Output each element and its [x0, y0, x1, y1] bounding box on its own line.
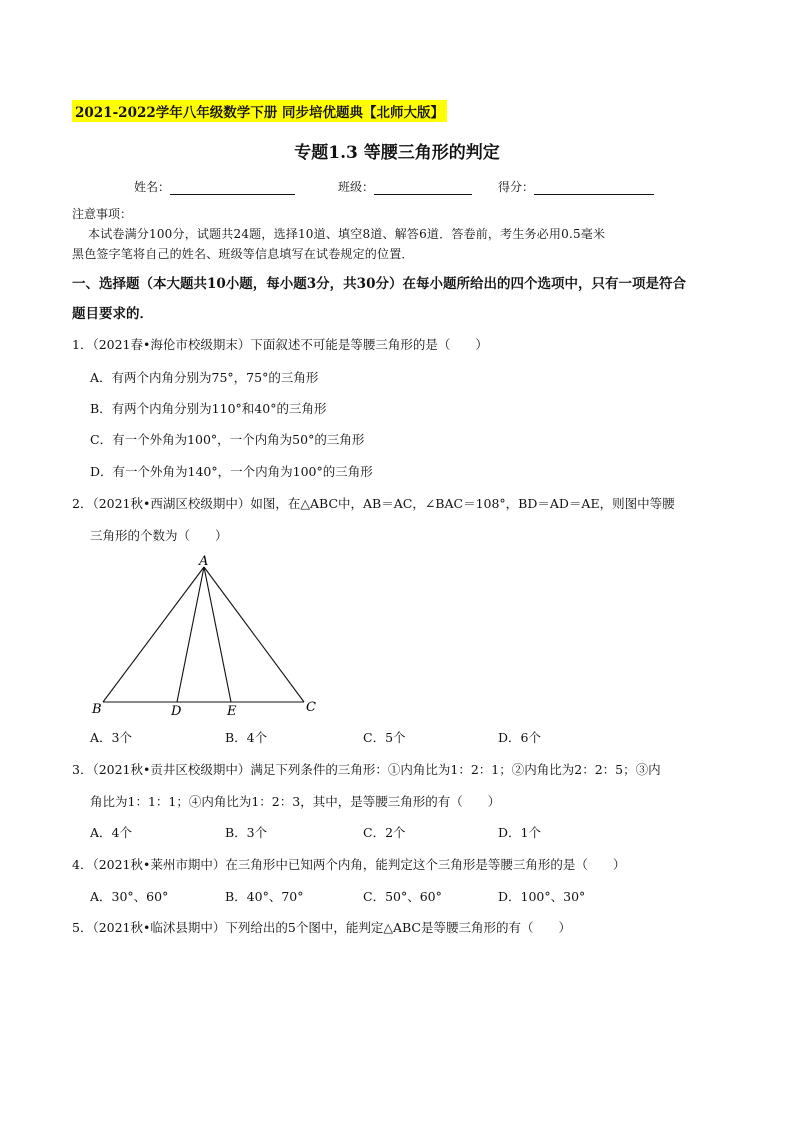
- section-heading-line-2: 题目要求的．: [72, 306, 153, 322]
- notice-line-2: 黑色签字笔将自己的姓名、班级等信息填写在试卷规定的位置．: [72, 247, 414, 261]
- q1-option-c[interactable]: C．有一个外角为100°，一个内角为50°的三角形: [90, 432, 365, 447]
- q4-option-b[interactable]: B．40°、70°: [225, 889, 304, 904]
- point-label-c: C: [306, 700, 316, 715]
- notice-line-1: 本试卷满分100分，试题共24题，选择10道、填空8道、解答6道．答卷前，考生务必用0.5毫米: [88, 227, 606, 241]
- class-blank[interactable]: [374, 182, 472, 195]
- q1-option-b[interactable]: B．有两个内角分别为110°和40°的三角形: [90, 401, 327, 416]
- q3-option-a[interactable]: A．4个: [90, 825, 132, 840]
- segment-ae: [204, 567, 231, 702]
- section-heading-line-1: 一、选择题（本大题共10小题，每小题3分，共30分）在每小题所给出的四个选项中，只有一项是符合: [72, 276, 686, 292]
- name-blank[interactable]: [170, 182, 295, 195]
- score-label: 得分：: [498, 180, 535, 194]
- point-label-b: B: [92, 702, 102, 717]
- q2-option-a[interactable]: A．3个: [90, 730, 132, 745]
- segment-ad: [177, 567, 204, 702]
- question-5-stem: 5．（2021秋•临沭县期中）下列给出的5个图中，能判定△ABC是等腰三角形的有（ ）: [72, 920, 571, 935]
- side-ac: [204, 567, 304, 702]
- name-label: 姓名：: [134, 180, 171, 194]
- q4-option-a[interactable]: A．30°、60°: [90, 889, 169, 904]
- q3-option-b[interactable]: B．3个: [225, 825, 268, 840]
- question-2-stem-line-1: 2．（2021秋•西湖区校级期中）如图，在△ABC中，AB＝AC，∠BAC＝108°，BD＝AD＝AE，则图中等腰: [72, 496, 675, 511]
- triangle-figure: [85, 550, 325, 720]
- class-label: 班级：: [338, 180, 375, 194]
- q3-option-d[interactable]: D．1个: [498, 825, 541, 840]
- point-label-d: D: [171, 704, 182, 719]
- q2-option-c[interactable]: C．5个: [363, 730, 406, 745]
- name-field[interactable]: [134, 178, 295, 195]
- q2-option-b[interactable]: B．4个: [225, 730, 268, 745]
- notice-heading: 注意事项：: [72, 207, 133, 221]
- page-title: 专题1.3 等腰三角形的判定: [294, 143, 500, 163]
- question-1-stem: 1．（2021春•海伦市校级期末）下面叙述不可能是等腰三角形的是（ ）: [72, 337, 488, 352]
- point-label-a: A: [199, 554, 209, 569]
- q2-option-d[interactable]: D．6个: [498, 730, 541, 745]
- point-label-e: E: [227, 704, 237, 719]
- q1-option-a[interactable]: A．有两个内角分别为75°，75°的三角形: [90, 370, 319, 385]
- class-field[interactable]: [338, 178, 472, 195]
- side-ab: [103, 567, 204, 702]
- question-3-stem-line-2: 角比为1：1：1；④内角比为1：2：3，其中，是等腰三角形的有（ ）: [90, 794, 501, 809]
- q4-option-d[interactable]: D．100°、30°: [498, 889, 586, 904]
- question-2-stem-line-2: 三角形的个数为（ ）: [90, 528, 228, 543]
- series-banner: 2021-2022学年八年级数学下册 同步培优题典【北师大版】: [72, 100, 447, 122]
- q4-option-c[interactable]: C．50°、60°: [363, 889, 442, 904]
- q1-option-d[interactable]: D．有一个外角为140°，一个内角为100°的三角形: [90, 464, 373, 479]
- question-4-stem: 4．（2021秋•莱州市期中）在三角形中已知两个内角，能判定这个三角形是等腰三角形的是（ ）: [72, 857, 626, 872]
- score-blank[interactable]: [534, 182, 654, 195]
- question-3-stem-line-1: 3．（2021秋•贡井区校级期中）满足下列条件的三角形：①内角比为1：2：1；②内角比为2：2：5；③内: [72, 762, 661, 777]
- q3-option-c[interactable]: C．2个: [363, 825, 406, 840]
- score-field[interactable]: [498, 178, 654, 195]
